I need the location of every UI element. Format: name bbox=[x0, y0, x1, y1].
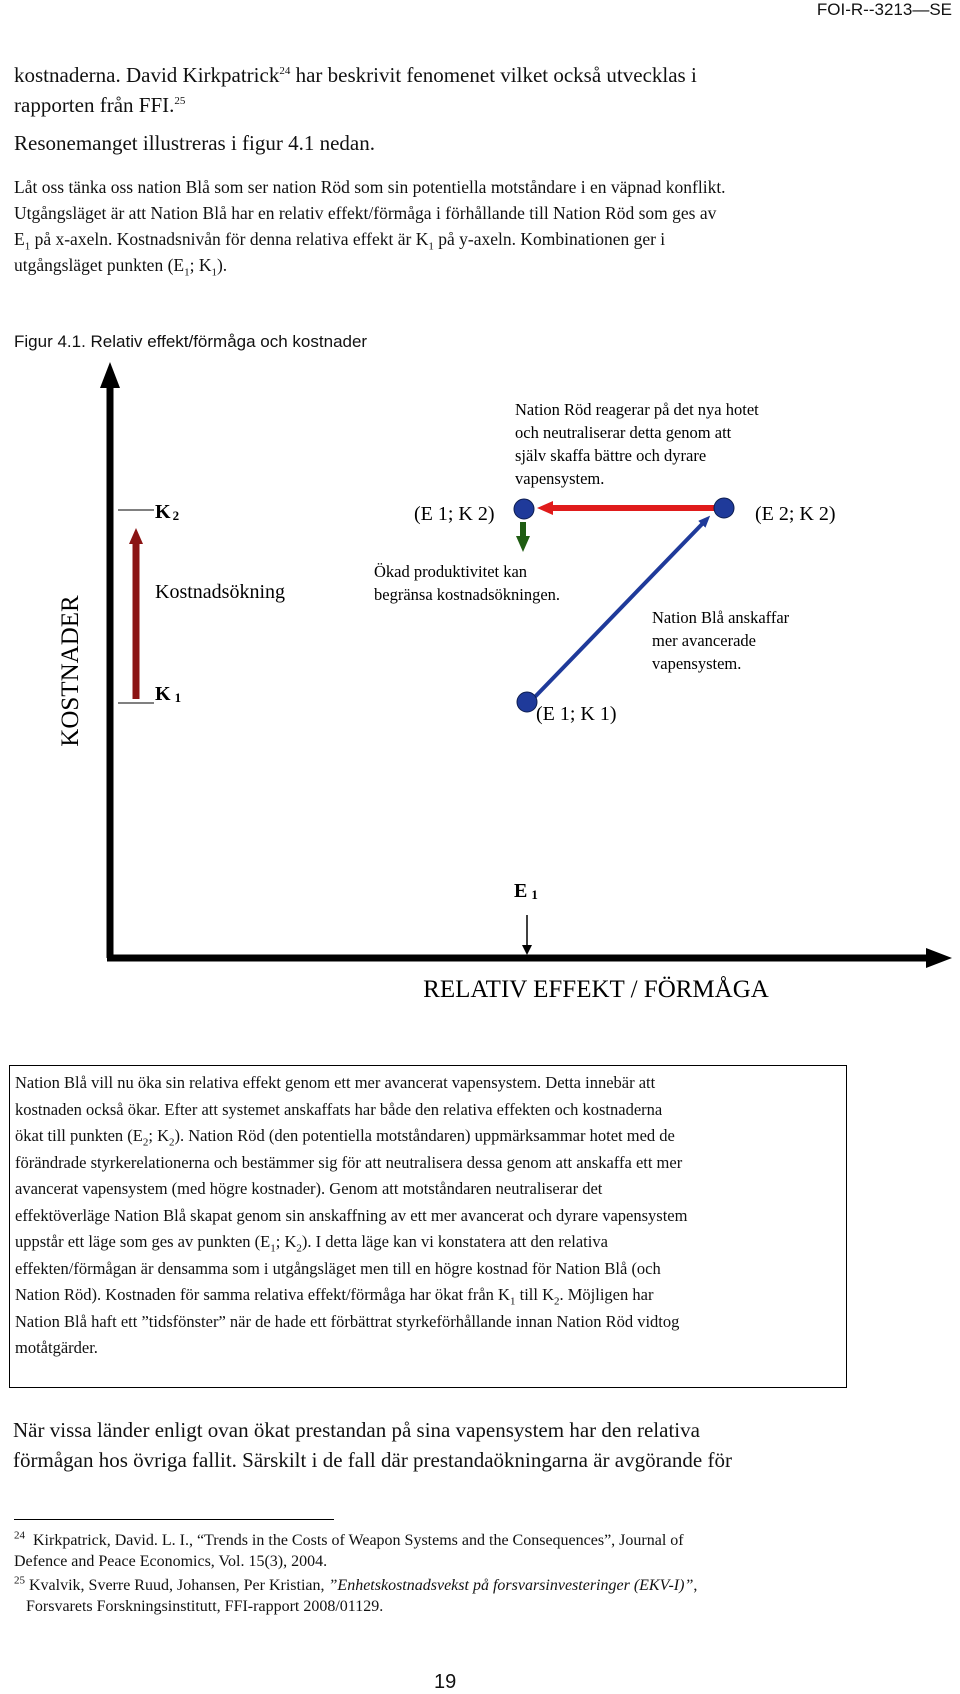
cost-increase-label: Kostnadsökning bbox=[155, 581, 285, 603]
footnote-title: ”Enhetskostnadsvekst på forsvarsinvesteringer (EKV-I)” bbox=[328, 1577, 694, 1594]
subscript: 1 bbox=[270, 1242, 276, 1255]
text: . Möjligen har bbox=[559, 1285, 654, 1304]
para1-line bbox=[14, 226, 726, 252]
box-line: motåtgärder. bbox=[15, 1338, 98, 1357]
text: ). Nation Röd (den potentiella motståndaren) uppmärksammar hotet med de bbox=[174, 1126, 675, 1145]
intro-line-1b: har beskrivit fenomenet vilket också utvecklas i bbox=[290, 63, 697, 87]
e1-axis-label: E 1 bbox=[514, 880, 538, 902]
point-e1k1-label: (E 1; K 1) bbox=[536, 703, 617, 725]
box-line bbox=[15, 1282, 842, 1309]
figure-caption: Figur 4.1. Relativ effekt/förmåga och kostnader bbox=[14, 332, 368, 351]
box-line bbox=[15, 1229, 842, 1256]
text: Nation Röd). Kostnaden för samma relativa effekt/förmåga har ökat från K bbox=[15, 1285, 510, 1304]
explanation-box bbox=[9, 1065, 847, 1388]
subscript: 1 bbox=[184, 266, 190, 279]
text: ; K bbox=[275, 1232, 297, 1251]
point-e1k2-label: (E 1; K 2) bbox=[414, 503, 495, 525]
para1-line: Låt oss tänka oss nation Blå som ser nation Röd som sin potentiella motståndare i en väpnad konflikt. bbox=[14, 177, 726, 197]
text: ). bbox=[216, 255, 228, 275]
point-e1k1 bbox=[517, 692, 537, 712]
intro-text bbox=[14, 60, 697, 158]
footnote-number: 25 bbox=[14, 1574, 25, 1587]
subscript: 1 bbox=[428, 240, 434, 253]
box-line: effekten/förmågan är densamma som i utgångsläget men till en högre kostnad för Nation Blå (och bbox=[15, 1258, 661, 1278]
footnote-text: Kvalvik, Sverre Ruud, Johansen, Per Kristian, bbox=[29, 1577, 329, 1594]
box-line: förändrade styrkerelationerna och bestämmer sig för att neutralisera dessa genom att anskaffa ett mer bbox=[15, 1152, 683, 1172]
subscript: 1 bbox=[24, 240, 31, 253]
k1-label: K 1 bbox=[155, 683, 182, 705]
intro-line-3: Resonemanget illustreras i figur 4.1 nedan. bbox=[14, 131, 375, 155]
text: till K bbox=[515, 1285, 554, 1304]
footnote-ref-24[interactable]: 24 bbox=[279, 65, 291, 77]
box-line: Nation Blå vill nu öka sin relativa effekt genom ett mer avancerat vapensystem. Detta innebär att bbox=[15, 1073, 656, 1092]
x-axis-label: RELATIV EFFEKT / FÖRMÅGA bbox=[423, 976, 769, 1003]
footnote-separator bbox=[14, 1519, 334, 1520]
page-number: 19 bbox=[434, 1671, 457, 1693]
intro-line-2: rapporten från FFI. bbox=[14, 93, 175, 117]
box-line: Nation Blå haft ett ”tidsfönster” när de hade ett förbättrat styrkeförhållande innan Nation Röd vidtog bbox=[15, 1311, 680, 1331]
cost-effect-diagram bbox=[0, 360, 960, 1010]
subscript: 2 bbox=[142, 1136, 149, 1149]
point-e2k2 bbox=[714, 498, 734, 518]
box-line bbox=[15, 1123, 842, 1150]
y-axis-arrowhead bbox=[100, 362, 120, 388]
paragraph-2 bbox=[13, 1415, 943, 1475]
text: utgångsläget punkten (E bbox=[14, 255, 185, 275]
point-e1k2 bbox=[514, 499, 534, 519]
footnote-text: Forsvarets Forskningsinstitutt, FFI-rapport 2008/01129. bbox=[26, 1598, 384, 1615]
document-id: FOI-R--3213—SE bbox=[816, 0, 952, 19]
subscript: 2 bbox=[296, 1242, 302, 1255]
para1-line: Utgångsläget är att Nation Blå har en relativ effekt/förmåga i förhållande till Nation Röd som ges av bbox=[14, 203, 717, 223]
para2-line: När vissa länder enligt ovan ökat prestandan på sina vapensystem har den relativa bbox=[13, 1418, 700, 1442]
intro-line-1a: kostnaderna. David Kirkpatrick bbox=[14, 63, 280, 87]
text: på x-axeln. Kostnadsnivån för denna relativa effekt är K bbox=[30, 229, 429, 249]
text: ; K bbox=[189, 255, 212, 275]
para1-line bbox=[14, 252, 726, 278]
footnote-number: 24 bbox=[14, 1529, 25, 1542]
footnote-25 bbox=[14, 1575, 934, 1617]
subscript: 1 bbox=[509, 1295, 516, 1308]
footnote-text: , bbox=[693, 1577, 698, 1594]
subscript: 1 bbox=[211, 266, 217, 279]
point-e2k2-label: (E 2; K 2) bbox=[755, 503, 836, 525]
paragraph-1 bbox=[14, 174, 726, 278]
box-line: avancerat vapensystem (med högre kostnader). Genom att motståndaren neutraliserar det bbox=[15, 1179, 603, 1198]
text: på y-axeln. Kombinationen ger i bbox=[433, 229, 666, 249]
footnote-24 bbox=[14, 1530, 934, 1572]
nation-red-note: Nation Röd reagerar på det nya hotet och neutraliserar detta genom att själv skaffa bättre och dyrare vapensystem. bbox=[515, 400, 759, 488]
text: ; K bbox=[148, 1126, 169, 1145]
k2-label: K 2 bbox=[155, 501, 180, 523]
nation-blue-note: Nation Blå anskaffar mer avancerade vapensystem. bbox=[652, 608, 790, 673]
text: ). I detta läge kan vi konstatera att den relativa bbox=[301, 1232, 608, 1251]
para2-line: förmågan hos övriga fallit. Särskilt i de fall där prestandaökningarna är avgörande för bbox=[13, 1448, 732, 1472]
text: uppstår ett läge som ges av punkten (E bbox=[15, 1232, 271, 1251]
text: E bbox=[14, 229, 25, 249]
footnote-text: Kirkpatrick, David. L. I., “Trends in the Costs of Weapon Systems and the Consequences”, Journal of bbox=[33, 1532, 684, 1549]
x-axis-arrowhead bbox=[926, 948, 952, 968]
subscript: 2 bbox=[554, 1295, 560, 1308]
box-line: effektöverläge Nation Blå skapat genom sin anskaffning av ett mer avancerat och dyrare vapensystem bbox=[15, 1205, 688, 1225]
footnote-text: Defence and Peace Economics, Vol. 15(3), 2004. bbox=[14, 1553, 328, 1570]
subscript: 2 bbox=[168, 1136, 175, 1149]
box-line: kostnaden också ökar. Efter att systemet anskaffats har både den relativa effekten och kostnaderna bbox=[15, 1099, 663, 1119]
productivity-note: Ökad produktivitet kan begränsa kostnadsökningen. bbox=[374, 562, 561, 604]
footnote-ref-25[interactable]: 25 bbox=[174, 95, 186, 107]
text: ökat till punkten (E bbox=[15, 1126, 143, 1145]
y-axis-label: KOSTNADER bbox=[57, 595, 84, 747]
